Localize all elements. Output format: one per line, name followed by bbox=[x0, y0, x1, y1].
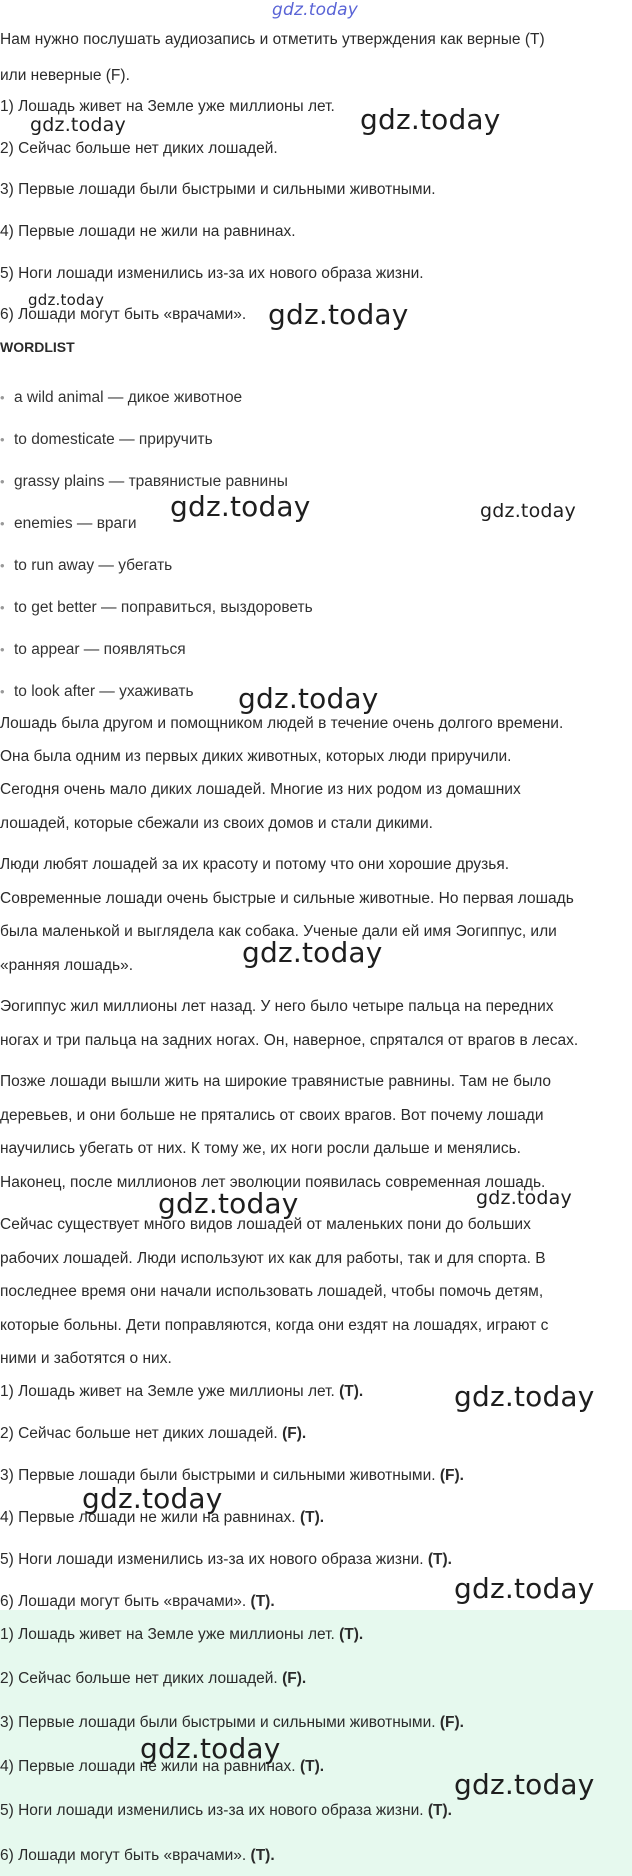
answer-line bbox=[0, 1466, 464, 1486]
answer-text: 3) Первые лошади были быстрыми и сильными животными. bbox=[0, 1714, 436, 1731]
answer-text: 5) Ноги лошади изменились из-за их нового образа жизни. bbox=[0, 1551, 424, 1568]
wordlist-item: • enemies — враги bbox=[14, 514, 137, 534]
text-line: была маленькой и выглядела как собака. Ученые дали ей имя Эогиппус, или bbox=[0, 923, 557, 940]
highlighted-answer-line bbox=[0, 1801, 452, 1821]
answer-line bbox=[0, 1550, 452, 1570]
answer-text: 6) Лошади могут быть «врачами». bbox=[0, 1593, 247, 1610]
answer-mark: (T). bbox=[339, 1383, 364, 1400]
text-line: деревьев, и они больше не прятались от своих врагов. Вот почему лошади bbox=[0, 1107, 544, 1124]
watermark: gdz.today bbox=[476, 1187, 572, 1209]
wordlist-item: • to look after — ухаживать bbox=[14, 682, 194, 702]
answer-text: 2) Сейчас больше нет диких лошадей. bbox=[0, 1425, 278, 1442]
wordlist-item: • grassy plains — травянистые равнины bbox=[14, 472, 288, 492]
watermark: gdz.today bbox=[30, 114, 126, 136]
text-line: научились убегать от них. К тому же, их ноги росли дальше и менялись. bbox=[0, 1140, 521, 1157]
text-line: Люди любят лошадей за их красоту и потому что они хорошие друзья. bbox=[0, 856, 510, 873]
watermark: gdz.today bbox=[170, 490, 311, 523]
answer-text: 3) Первые лошади были быстрыми и сильными животными. bbox=[0, 1467, 436, 1484]
wordlist-item: • a wild animal — дикое животное bbox=[14, 388, 242, 408]
text-line: Она была одним из первых диких животных, которых люди приручили. bbox=[0, 748, 512, 765]
answer-mark: (F). bbox=[439, 1714, 464, 1731]
wordlist-item: • to get better — поправиться, выздороветь bbox=[14, 598, 313, 618]
highlighted-answer-line bbox=[0, 1846, 275, 1866]
watermark: gdz.today bbox=[268, 298, 409, 331]
text-line: Современные лошади очень быстрые и сильные животные. Но первая лошадь bbox=[0, 890, 574, 907]
answer-text: 4) Первые лошади не жили на равнинах. bbox=[0, 1509, 296, 1526]
answer-mark: (T). bbox=[299, 1509, 325, 1526]
intro-line-2: или неверные (F). bbox=[0, 67, 130, 84]
statement-5: 5) Ноги лошади изменились из-за их нового образа жизни. bbox=[0, 265, 424, 282]
text-line: «ранняя лошадь». bbox=[0, 957, 134, 974]
text-line: которые больны. Дети поправляются, когда они ездят на лошадях, играют с bbox=[0, 1317, 549, 1334]
watermark: gdz.today bbox=[140, 1732, 281, 1765]
answer-text: 5) Ноги лошади изменились из-за их нового образа жизни. bbox=[0, 1802, 424, 1819]
answer-mark: (T). bbox=[427, 1802, 452, 1819]
watermark: gdz.today bbox=[454, 1380, 595, 1413]
answer-mark: (F). bbox=[439, 1467, 464, 1484]
statement-6: 6) Лошади могут быть «врачами». bbox=[0, 306, 247, 323]
answer-text: 6) Лошади могут быть «врачами». bbox=[0, 1847, 247, 1864]
statement-1: 1) Лошадь живет на Земле уже миллионы лет. bbox=[0, 98, 335, 115]
answer-line bbox=[0, 1382, 363, 1402]
watermark: gdz.today bbox=[454, 1572, 595, 1605]
answer-mark: (T). bbox=[250, 1847, 275, 1864]
answer-mark: (T). bbox=[427, 1551, 452, 1568]
statement-2: 2) Сейчас больше нет диких лошадей. bbox=[0, 140, 278, 157]
text-line: рабочих лошадей. Люди используют их как для работы, так и для спорта. В bbox=[0, 1250, 546, 1267]
wordlist-item: • to appear — появляться bbox=[14, 640, 186, 660]
watermark: gdz.today bbox=[360, 103, 501, 136]
highlighted-answer-line bbox=[0, 1625, 363, 1645]
statement-3: 3) Первые лошади были быстрыми и сильными животными. bbox=[0, 181, 436, 198]
answer-mark: (F). bbox=[282, 1425, 307, 1442]
watermark: gdz.today bbox=[242, 936, 383, 969]
answer-text: 1) Лошадь живет на Земле уже миллионы лет. bbox=[0, 1626, 335, 1643]
highlighted-answers-block bbox=[0, 1610, 632, 1876]
answer-mark: (T). bbox=[299, 1758, 325, 1775]
highlighted-answer-line bbox=[0, 1713, 464, 1733]
text-line: ними и заботятся о них. bbox=[0, 1350, 172, 1367]
text-line: лошадей, которые сбежали из своих домов и стали дикими. bbox=[0, 815, 433, 832]
text-line: последнее время они начали использовать лошадей, чтобы помочь детям, bbox=[0, 1283, 544, 1300]
intro-line-1: Нам нужно послушать аудиозапись и отметить утверждения как верные (T) bbox=[0, 31, 545, 48]
watermark: gdz.today bbox=[82, 1482, 223, 1515]
watermark: gdz.today bbox=[238, 682, 379, 715]
watermark-top: gdz.today bbox=[272, 0, 359, 20]
text-line: Сейчас существует много видов лошадей от маленьких пони до больших bbox=[0, 1216, 531, 1233]
wordlist-item: • to run away — убегать bbox=[14, 556, 172, 576]
watermark: gdz.today bbox=[454, 1768, 595, 1801]
wordlist-title: WORDLIST bbox=[0, 339, 75, 355]
text-line: ногах и три пальца на задних ногах. Он, наверное, спрятался от врагов в лесах. bbox=[0, 1032, 579, 1049]
watermark: gdz.today bbox=[480, 500, 576, 522]
watermark: gdz.today bbox=[28, 291, 105, 309]
answer-mark: (F). bbox=[282, 1670, 307, 1687]
text-line: Наконец, после миллионов лет эволюции появилась современная лошадь. bbox=[0, 1174, 546, 1191]
answer-line bbox=[0, 1424, 306, 1444]
answer-text: 1) Лошадь живет на Земле уже миллионы лет. bbox=[0, 1383, 335, 1400]
statement-4: 4) Первые лошади не жили на равнинах. bbox=[0, 223, 296, 240]
watermark: gdz.today bbox=[158, 1187, 299, 1220]
answer-text: 2) Сейчас больше нет диких лошадей. bbox=[0, 1670, 278, 1687]
text-line: Эогиппус жил миллионы лет назад. У него было четыре пальца на передних bbox=[0, 998, 554, 1015]
answer-text: 4) Первые лошади не жили на равнинах. bbox=[0, 1758, 296, 1775]
text-line: Лошадь была другом и помощником людей в течение очень долгого времени. bbox=[0, 715, 564, 732]
text-line: Позже лошади вышли жить на широкие травянистые равнины. Там не было bbox=[0, 1073, 552, 1090]
wordlist-item: • to domesticate — приручить bbox=[14, 430, 213, 450]
answer-line bbox=[0, 1592, 275, 1612]
text-line: Сегодня очень мало диких лошадей. Многие из них родом из домашних bbox=[0, 781, 521, 798]
highlighted-answer-line bbox=[0, 1669, 306, 1689]
answer-mark: (T). bbox=[339, 1626, 364, 1643]
answer-mark: (T). bbox=[250, 1593, 275, 1610]
